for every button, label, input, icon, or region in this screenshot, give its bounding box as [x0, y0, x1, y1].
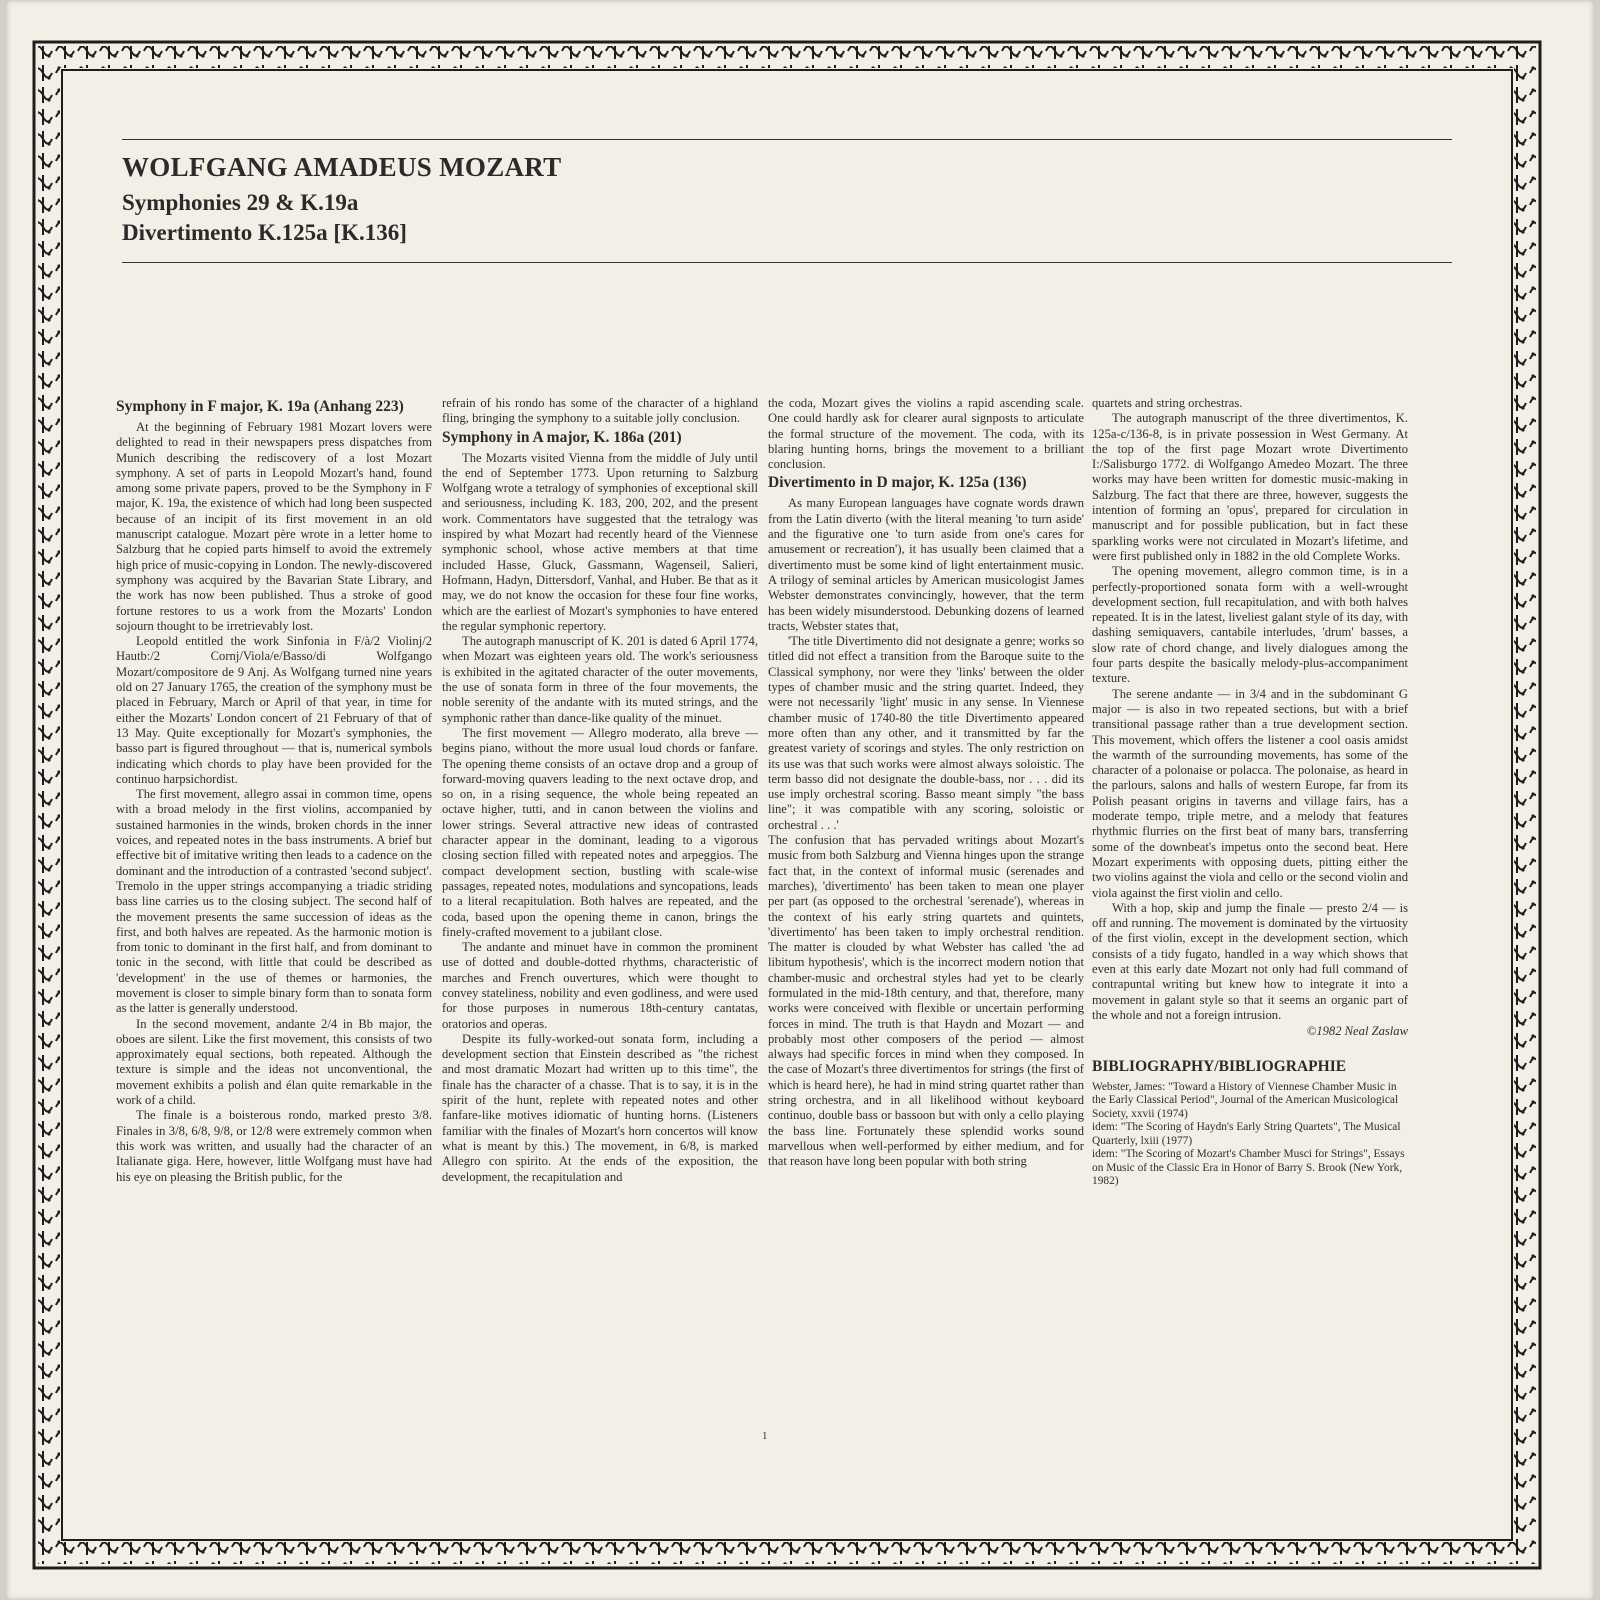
paragraph: Despite its fully-worked-out sonata form, including a development section that Einstein described as "the richest and most dramatic Mozart had written up to this time", the finale has the character of a chasse. That is to say, it is in the spirit of the hunt, replete with repeated notes and other fanfare-like motives idiomatic of hunting horns. (Listeners familiar with the finales of Mozart's horn concertos will know what is meant by this.) The movement, in 6/8, is marked Allegro con spirito. At the ends of the exposition, the development, the recapitulation and [442, 1031, 758, 1184]
block-quote: 'The title Divertimento did not designate a genre; works so titled did not effect a transition from the Baroque suite to the Classical symphony, nor were they 'links' between the older types of chamber music and the string quartet. Indeed, they were not necessarily 'light' music in any sense. In Viennese chamber music of 1740-80 the title Divertimento appeared more often than any other, and it transmitted by far the greatest variety of scorings and styles. The only restriction on its use was that such works were almost always soloistic. The term basso did not designate the double-bass, nor . . . did its use imply orchestral scoring. Basso meant simply "the bass line"; it was compatible with any scoring, soloistic or orchestral . . .' [768, 634, 1084, 832]
paragraph: refrain of his rondo has some of the character of a highland fling, bringing the symphony to a suitable jolly conclusion. [442, 396, 758, 426]
paragraph: The andante and minuet have in common the prominent use of dotted and double-dotted rhythms, characteristic of marches and French ouvertures, which were thought to convey stateliness, nobility and even godliness, and were used for those purposes in numerous 18th-century cantatas, oratorios and operas. [442, 940, 758, 1031]
title-block [122, 139, 1452, 263]
paragraph: The Mozarts visited Vienna from the middle of July until the end of September 1773. Upon returning to Salzburg Wolfgang wrote a tetralogy of symphonies of exceptional skill and seriousness, including K. 183, 200, 202, and the present work. Commentators have suggested that the tetralogy was inspired by what Mozart had recently heard of the Viennese symphonic school, whose active members at that time included Hasse, Gluck, Gassmann, Wagenseil, Salieri, Hofmann, Hadyn, Dittersdorf, Vanhal, and Huber. Be that as it may, we do not know the occasion for these four fine works, which are the earliest of Mozart's symphonies to have entered the regular symphonic repertory. [442, 450, 758, 633]
works-title-line-1: Symphonies 29 & K.19a [122, 190, 359, 215]
paragraph: Leopold entitled the work Sinfonia in F/à/2 Violinj/2 Hautb:/2 Cornj/Viola/e/Basso/di Wolfgango Mozart/compositore de 9 Anj. As Wolfgang turned nine years old on 27 January 1765, the creation of the symphony must be placed in February, March or April of that year, in time for either the Mozarts' London concert of 21 February of that of 13 May. Quite exceptionally for Mozart's symphonies, the basso part is figured throughout — that is, numerical symbols indicating which chords to play have been provided for the continuo harpsichordist. [116, 634, 432, 786]
content-area [56, 66, 1510, 1546]
page-number: 1 [762, 1430, 768, 1442]
bibliography-entry: Webster, James: "Toward a History of Viennese Chamber Music in the Early Classical Period", Journal of the American Musicological Society, xxvii (1974) [1092, 1080, 1399, 1120]
paragraph: quartets and string orchestras. [1092, 396, 1243, 410]
section-heading-k19a: Symphony in F major, K. 19a (Anhang 223) [116, 398, 404, 415]
bibliography-heading: BIBLIOGRAPHY/BIBLIOGRAPHIE [1092, 1058, 1347, 1076]
text-column-4 [1092, 396, 1408, 1189]
section-heading-k136: Divertimento in D major, K. 125a (136) [768, 474, 1027, 492]
composer-title: WOLFGANG AMADEUS MOZART [122, 152, 562, 182]
author-signature: ©1982 Neal Zaslaw [1306, 1024, 1408, 1039]
paragraph: The first movement, allegro assai in common time, opens with a broad melody in the first violins, accompanied by sustained harmonies in the winds, broken chords in the inner voices, and repeated notes in the bass instruments. A brief but effective bit of imitative writing then leads to a cadence on the dominant and the introduction of a contrasted 'second subject'. Tremolo in the upper strings accompanying a triadic striding bass line carries us to the closing subject. The second half of the movement presents the same succession of ideas as the first, and both halves are repeated. As the harmonic motion is from tonic to dominant in the first half, and from dominant to tonic in the second, with little that could be described as 'development' in the use of themes or harmonies, the movement is closer to simple binary form than to sonata form as the latter is generally understood. [116, 787, 432, 1016]
paragraph: With a hop, skip and jump the finale — presto 2/4 — is off and running. The movement is dominated by the virtuosity of the first violin, except in the development section, which consists of a tidy fugato, handled in a way which shows that even at this early date Mozart not only had full command of contrapuntal writing but knew how to integrate it into a movement in galant style so that it seems an organic part of the whole and not a foreign intrusion. [1092, 900, 1408, 1022]
paragraph: In the second movement, andante 2/4 in Bb major, the oboes are silent. Like the first movement, this consists of two approximately equal sections, both repeated. Although the texture is simple and the ideas not unconventional, the movement exhibits a polish and élan quite remarkable in the work of a child. [116, 1016, 432, 1108]
paragraph: the coda, Mozart gives the violins a rapid ascending scale. One could hardly ask for clearer aural signposts to articulate the formal structure of the movement. The coda, with its blaring hunting horns, brings the movement to a brilliant conclusion. [768, 396, 1084, 472]
works-title-line-2: Divertimento K.125a [K.136] [122, 220, 407, 245]
bibliography-entry: idem: "The Scoring of Haydn's Early String Quartets", The Musical Quarterly, lxiii (1977) [1092, 1121, 1401, 1147]
section-heading-k201: Symphony in A major, K. 186a (201) [442, 428, 682, 446]
record-sleeve-page [6, 0, 1594, 1600]
paragraph: The confusion that has pervaded writings about Mozart's music from both Salzburg and Vienna hinges upon the strange fact that, in the context of informal music (serenades and marches), 'divertimento' has been taken to mean one player per part (as opposed to the orchestral 'serenade'), whereas in the context of his early string quartets and quintets, 'divertimento' has been taken to imply orchestral rendition. The matter is clouded by what Webster has called 'the ad libitum hypothesis', which is the incorrect modern notion that chamber-music and orchestral styles had yet to be clearly formulated in the mid-18th century, and that, therefore, many works were conceived with flexible or uncertain performing forces in mind. The truth is that Haydn and Mozart — and probably most other composers of the period — almost always had specific forces in mind when they composed. In the case of Mozart's three divertimentos for strings (the first of which is heard here), he had in mind string quartet rather than string orchestra, and in all likelihood without keyboard continuo, double bass or bassoon but with only a cello playing the bass line. Fortunately these splendid works sound marvellous when well-performed by either medium, and for that reason have long been popular with both string [768, 833, 1084, 1169]
paragraph: The autograph manuscript of K. 201 is dated 6 April 1774, when Mozart was eighteen years old. The work's seriousness is exhibited in the agitated character of the outer movements, the use of sonata form in three of the four movements, the noble serenity of the andante with its muted strings, and the symphonic rather than dance-like quality of the minuet. [442, 634, 758, 725]
bibliography-entry: idem: "The Scoring of Mozart's Chamber Musci for Strings", Essays on Music of the Classic Era in Honor of Barry S. Brook (New York, 1982) [1092, 1148, 1405, 1188]
paragraph: As many European languages have cognate words drawn from the Latin diverto (with the literal meaning 'to turn aside' and the figurative one 'to turn aside from one's cares for amusement or recreation'), it has usually been claimed that a divertimento must be some kind of light entertainment music. A trilogy of seminal articles by American musicologist James Webster demonstrates convincingly, however, that the term has been widely misunderstood. Debunking dozens of learned tracts, Webster states that, [768, 496, 1084, 633]
paragraph: The serene andante — in 3/4 and in the subdominant G major — is also in two repeated sections, but with a brief transitional passage rather than a true development section. This movement, which offers the listener a cool oasis amidst the warmth of the surrounding movements, has some of the character of a polonaise or polacca. The polonaise, as heard in the parlours, salons and halls of western Europe, far from its Polish peasant origins in taverns and village fairs, has a moderate tempo, triple metre, and a melody that features rhythmic flurries on the first beat of many bars, transferring some of the downbeat's impetus onto the second beat. Here Mozart experiments with opposing duets, pitting either the two violins against the viola and cello or the second violin and viola against the first violin and cello. [1092, 686, 1408, 900]
paragraph: At the beginning of February 1981 Mozart lovers were delighted to read in their newspapers press dispatches from Munich describing the rediscovery of a lost Mozart symphony. A set of parts in Leopold Mozart's hand, found among some private papers, proved to be the Symphony in F major, K. 19a, the existence of which had long been suspected because of an incipit of its first movement in an old manuscript catalogue. Mozart père wrote in a letter home to Salzburg that he copied parts himself to avoid the extremely high price of music-copying in London. The newly-discovered symphony was acquired by the Bavarian State Library, and the work has now been published. Thus a stroke of good fortune restores to us a work from the Mozarts' London sojourn thought to be irretrievably lost. [116, 420, 432, 633]
paragraph: The opening movement, allegro common time, is in a perfectly-proportioned sonata form with a well-wrought development section, full recapitulation, and with both halves repeated. It is in the latest, liveliest galant style of its day, with dashing semiquavers, cantabile interludes, 'drum' basses, a slow rate of chord change, and lively dialogues among the four parts despite the basically melody-plus-accompaniment texture. [1092, 564, 1408, 686]
paragraph: The finale is a boisterous rondo, marked presto 3/8. Finales in 3/8, 6/8, 9/8, or 12/8 were extremely common when this work was written, and usually had the character of an Italianate giga. Here, however, little Wolfgang must have had his eye on pleasing the British public, for the [116, 1108, 432, 1184]
text-column-1 [116, 396, 432, 1185]
paragraph: The autograph manuscript of the three divertimentos, K. 125a-c/136-8, is in private possession in West Germany. At the top of the first page Mozart wrote Divertimento I:/Salisburgo 1772. di Wolfgango Amedeo Mozart. The three works may have been written for domestic music-making in Salzburg. The fact that there are three, however, suggests the intention of forming an 'opus', prepared for circulation in manuscript and for possible publication, but in fact these sparkling works were not circulated in Mozart's lifetime, and were first published only in 1882 in the old Complete Works. [1092, 411, 1408, 563]
paragraph: The first movement — Allegro moderato, alla breve — begins piano, without the more usual loud chords or fanfare. The opening theme consists of an octave drop and a group of forward-moving quavers leading to the next octave drop, and so on, in a rising sequence, the whole being repeated an octave higher, tutti, and in canon between the violins and lower strings. Several attractive new ideas of contrasted character appear in the dominant, leading to a vigorous closing section filled with repeated notes and arpeggios. The compact development section, bustling with scale-wise passages, repeated notes, modulations and syncopations, leads to a literal recapitulation. Both halves are repeated, and the coda, based upon the opening theme in canon, brings the finely-crafted movement to a jubilant close. [442, 725, 758, 939]
text-column-3 [768, 396, 1084, 1170]
text-column-2 [442, 396, 758, 1185]
